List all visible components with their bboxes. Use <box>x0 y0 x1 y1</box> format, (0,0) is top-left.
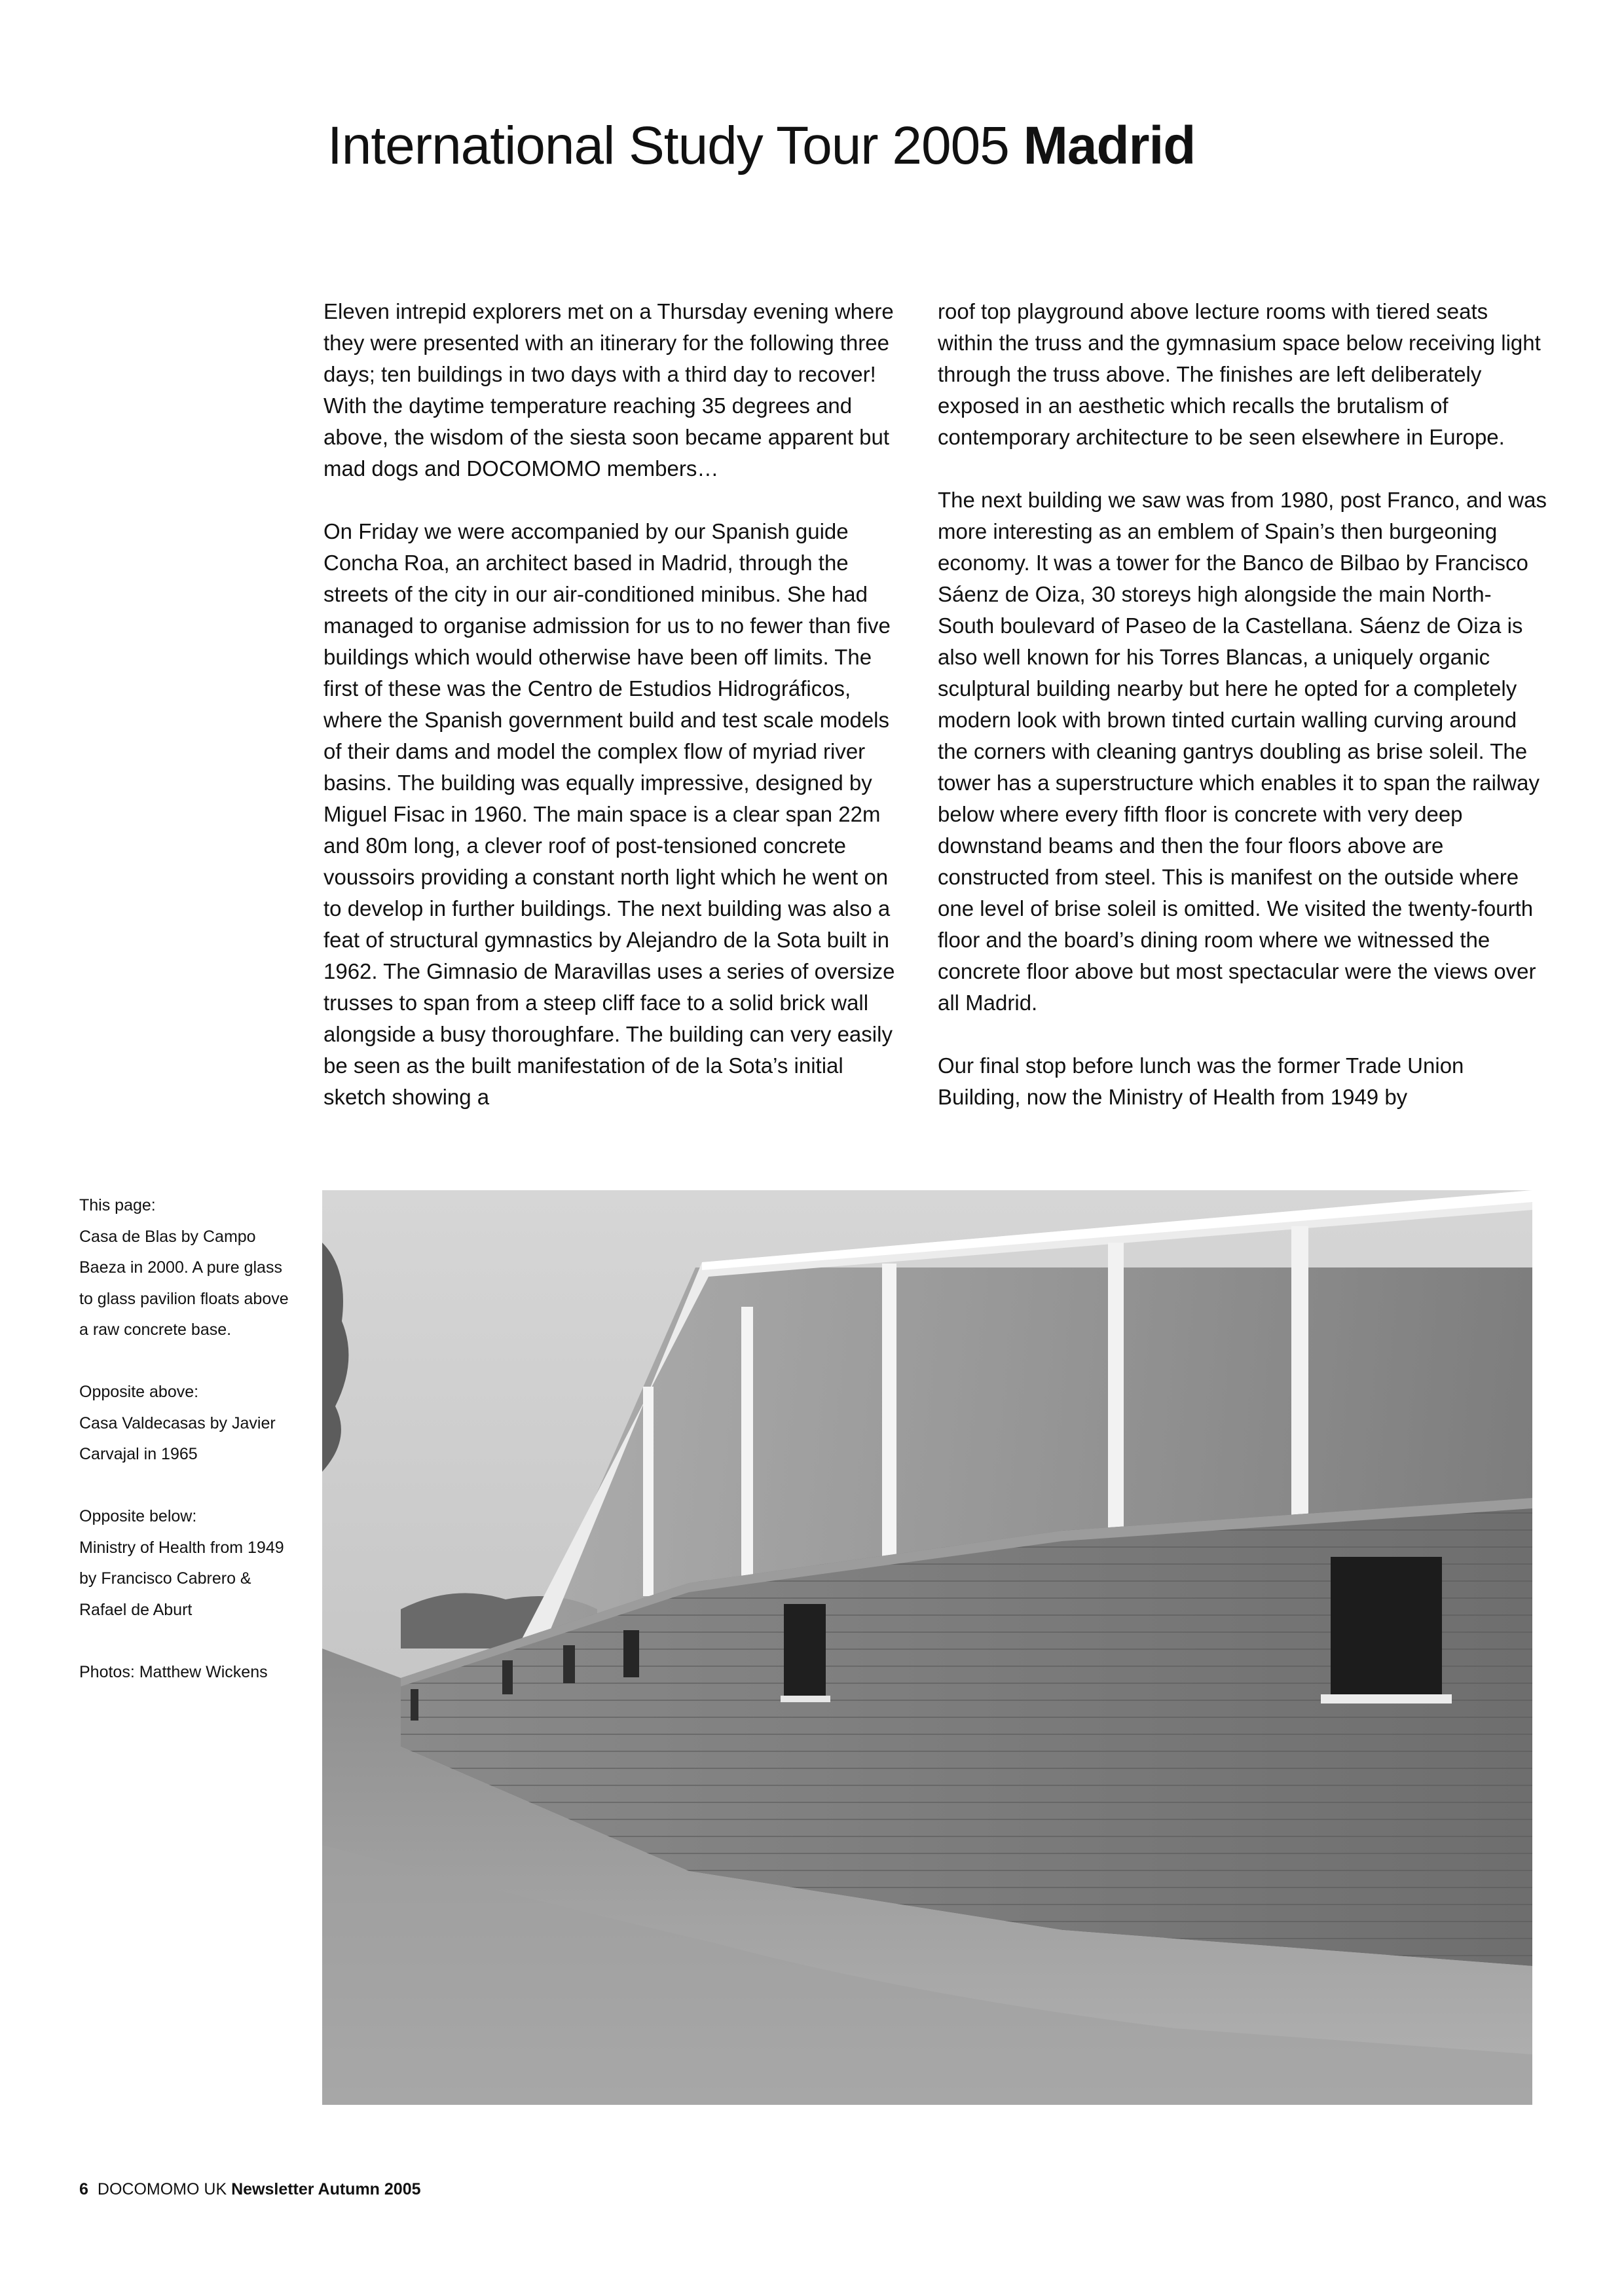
caption-opposite-below <box>79 1501 295 1626</box>
wall-window <box>411 1689 418 1721</box>
pavilion-column <box>1108 1243 1124 1550</box>
caption-opposite-above <box>79 1377 295 1470</box>
paragraph: Our final stop before lunch was the former Trade Union Building, now the Ministry of Health from 1949 by <box>938 1053 1464 1109</box>
title-bold: Madrid <box>1023 116 1196 175</box>
paragraph: roof top playground above lecture rooms with tiered seats within the truss and the gymnasium space below receiving light through the truss above. The finishes are left deliberately exposed in an aesthetic which recalls the brutalism of contemporary architecture to be seen elsewhere in Europe. <box>938 299 1541 449</box>
article-left-column <box>323 296 906 1144</box>
wall-window <box>784 1604 826 1696</box>
wall-window <box>623 1630 639 1677</box>
issue-name: Newsletter Autumn 2005 <box>231 2180 421 2198</box>
paragraph: Eleven intrepid explorers met on a Thursday evening where they were presented with an itinerary for the following three days; ten buildings in two days with a third day to recover! With the daytime temperature reaching 35 degrees and above, the wisdom of the siesta soon became apparent but mad dogs and DOCOMOMO members… <box>323 299 894 481</box>
pavilion-column <box>741 1307 753 1595</box>
paragraph: The next building we saw was from 1980, post Franco, and was more interesting as an emblem of Spain’s then burgeoning economy. It was a tower for the Banco de Bilbao by Francisco Sáenz de Oiza, 30 storeys high alongside the main North-South boulevard of Paseo de la Castellana. Sáenz de Oiza is also well known for his Torres Blancas, a uniquely organic sculptural building nearby but here he opted for a completely modern look with brown tinted curtain walling curving around the corners with cleaning gantrys doubling as brise soleil. The tower has a superstructure which enables it to span the railway below where every fifth floor is concrete with very deep downstand beams and then the four floors above are constructed from steel. This is manifest on the outside where one level of brise soleil is omitted. We visited the twenty-fourth floor and the board’s dining room where we witnessed the concrete floor above but most spectacular were the views over all Madrid. <box>938 488 1547 1015</box>
caption-text: Casa Valdecasas by Javier Carvajal in 1965 <box>79 1413 276 1463</box>
wall-window <box>563 1645 575 1683</box>
page-title <box>327 117 1195 175</box>
title-regular: International Study Tour 2005 <box>327 116 1024 175</box>
page-number: 6 <box>79 2180 88 2198</box>
pavilion-column <box>643 1387 654 1596</box>
casa-de-blas-photo <box>322 1190 1532 2105</box>
photo-captions <box>79 1190 295 1719</box>
photo-credit: Photos: Matthew Wickens <box>79 1662 268 1681</box>
caption-heading: This page: <box>79 1196 156 1214</box>
pavilion-column <box>1291 1226 1308 1540</box>
page-footer <box>79 2180 421 2199</box>
wall-window <box>502 1660 513 1694</box>
caption-text: Casa de Blas by Campo Baeza in 2000. A pure glass to glass pavilion floats above a raw concrete base. <box>79 1227 289 1339</box>
publication-name: DOCOMOMO UK <box>97 2180 232 2198</box>
window-sill <box>781 1696 830 1702</box>
caption-text: Ministry of Health from 1949 by Francisco Cabrero & Rafael de Aburt <box>79 1538 284 1619</box>
paragraph: On Friday we were accompanied by our Spanish guide Concha Roa, an architect based in Madrid, through the streets of the city in our air-conditioned minibus. She had managed to organise admission for us to no fewer than five buildings which would otherwise have been off limits. The first of these was the Centro de Estudios Hidrográficos, where the Spanish government build and test scale models of their dams and model the complex flow of myriad river basins. The building was equally impressive, designed by Miguel Fisac in 1960. The main space is a clear span 22m and 80m long, a clever roof of post-tensioned concrete voussoirs providing a constant north light which he went on to develop in further buildings. The next building was also a feat of structural gymnastics by Alejandro de la Sota built in 1962. The Gimnasio de Maravillas uses a series of oversize trusses to span from a steep cliff face to a solid brick wall alongside a busy thoroughfare. The building can very easily be seen as the built manifestation of de la Sota’s initial sketch showing a <box>323 519 895 1109</box>
caption-heading: Opposite above: <box>79 1383 199 1401</box>
pavilion-column <box>882 1264 896 1571</box>
caption-heading: Opposite below: <box>79 1507 197 1525</box>
wall-window <box>1331 1557 1442 1694</box>
window-sill <box>1321 1694 1452 1704</box>
article-right-column <box>938 296 1547 1144</box>
caption-this-page <box>79 1190 295 1346</box>
